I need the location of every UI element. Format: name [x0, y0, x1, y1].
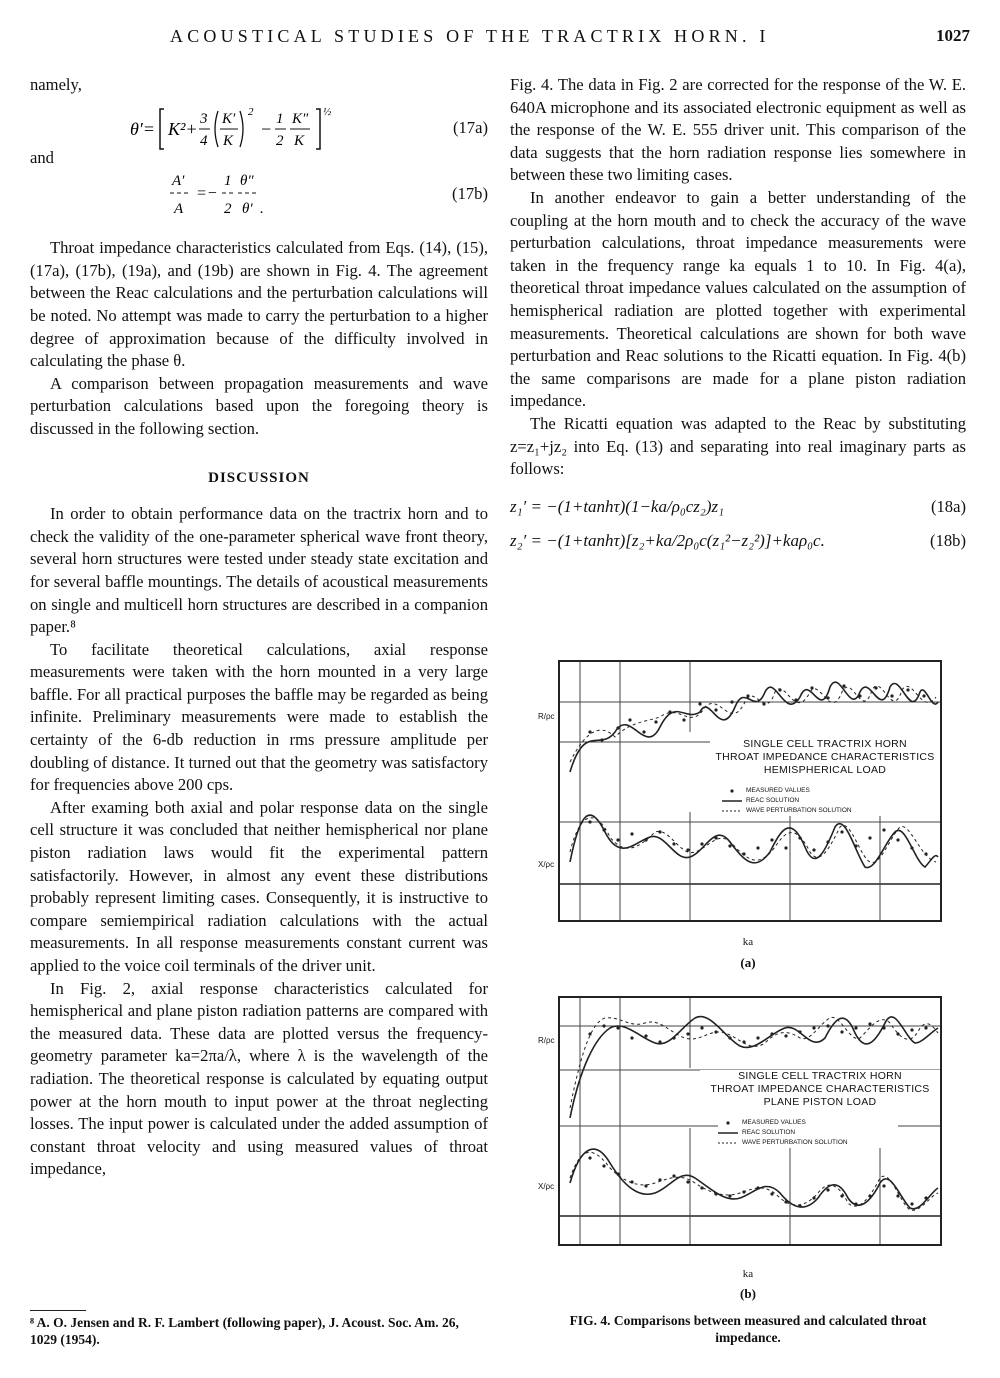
paragraph: The Ricatti equation was adapted to the Reac by substituting z=z₁+jz₂ into Eq. (13) and separating into real imaginary parts as follows: — [510, 413, 966, 479]
figure-4b — [538, 996, 948, 1306]
figure-caption: FIG. 4. Comparisons between measured and calculated throat impedance. — [569, 1313, 927, 1345]
legend-label: REAC SOLUTION — [742, 1129, 796, 1136]
figure-4b-title-line: SINGLE CELL TRACTRIX HORN — [738, 1070, 902, 1082]
equation-17a-body — [130, 97, 370, 165]
svg-text:3: 3 — [200, 110, 208, 127]
paragraph: To facilitate theoretical calculations, axial response measurements were taken with the horn mounted in a very large baffle. For all practical purposes the baffle may be regarded as being infinite. Preliminary measurements were made to establish the certainty of the 6-db reduction in rms pressure amplitude per doubling of distance. It turned out that the geometry was satisfactory for frequencies above 200 cps. — [30, 639, 488, 795]
figure-4b-xlabel: ka — [742, 1268, 754, 1280]
equation-17b — [30, 163, 488, 225]
svg-text:K: K — [223, 132, 234, 149]
figure-4a-xlabel: ka — [742, 936, 754, 948]
figure-4a-title-line: HEMISPHERICAL LOAD — [763, 764, 887, 776]
equation-18a-label: (18a) — [930, 496, 966, 516]
equation-17a — [30, 97, 488, 163]
svg-text:2: 2 — [224, 201, 232, 218]
equation-18b-label: (18b) — [930, 530, 966, 550]
figure-4b-title-line: THROAT IMPEDANCE CHARACTERISTICS — [710, 1083, 930, 1095]
legend-dashed-line-icon — [722, 807, 742, 815]
figure-4b-title — [700, 1070, 940, 1109]
legend-label: REAC SOLUTION — [746, 797, 800, 804]
svg-text:2: 2 — [276, 132, 284, 149]
legend-item — [722, 786, 892, 796]
svg-text:K″: K″ — [292, 110, 309, 127]
left-column — [30, 74, 488, 1181]
legend-dashed-line-icon — [718, 1139, 738, 1147]
equation-17a-graphic — [130, 97, 370, 159]
figure-4a-ylabel-top: R/ρc — [538, 712, 555, 721]
page-number: 1027 — [936, 26, 970, 45]
equation-17a-label: (17a) — [452, 117, 488, 137]
equation-17b-body — [170, 163, 300, 229]
svg-text:2: 2 — [248, 105, 254, 118]
legend-solid-line-icon — [722, 797, 742, 805]
legend-label: WAVE PERTURBATION SOLUTION — [746, 807, 852, 814]
footnote-rule — [30, 1310, 86, 1311]
legend-dot-icon — [718, 1119, 738, 1127]
figure-4b-legend — [718, 1118, 898, 1148]
svg-text:θ″: θ″ — [240, 173, 254, 190]
and-text: and — [30, 147, 54, 167]
figure-4a — [538, 660, 948, 990]
svg-text:K′: K′ — [222, 110, 236, 127]
legend-item — [718, 1128, 898, 1138]
svg-text:=−: =− — [196, 185, 218, 203]
running-header — [30, 26, 970, 52]
equation-18a — [510, 493, 966, 523]
figure-4b-title-line: PLANE PISTON LOAD — [763, 1096, 877, 1108]
figure-4a-panel-label: (a) — [740, 955, 756, 970]
legend-label: MEASURED VALUES — [742, 1119, 806, 1126]
paragraph: Fig. 4. The data in Fig. 2 are corrected for the response of the W. E. 640A microphone and its associated electronic equipment as well as the response of the W. E. 555 driver unit. This comparison of the data suggests that the horn radiation response lies somewhere in between these two limiting cases. — [510, 75, 966, 185]
svg-text:1: 1 — [224, 173, 232, 190]
figure-4a-legend — [722, 786, 892, 816]
legend-item — [722, 806, 892, 816]
svg-text:K: K — [294, 132, 305, 149]
equation-18a-body: z₁′ = −(1+tanhτ)(1−ka/ρ₀cz₂)z₁ — [510, 496, 725, 516]
legend-label: MEASURED VALUES — [746, 787, 810, 794]
legend-item — [718, 1138, 898, 1148]
intro-text: namely, — [30, 75, 82, 94]
section-heading: DISCUSSION — [208, 469, 310, 486]
figure-4a-ylabel-bottom: X/ρc — [538, 860, 555, 869]
svg-text:A′: A′ — [172, 173, 185, 190]
svg-text:.: . — [260, 201, 264, 218]
svg-text:4: 4 — [200, 132, 208, 149]
equation-18b-body: z₂′ = −(1+tanhτ)[z₂+ka/2ρ₀c(z₁²−z₂²)]+kaρ₀c. — [510, 530, 825, 550]
figure-4a-plot — [558, 660, 942, 922]
svg-text:θ′=: θ′= — [130, 118, 155, 139]
footnote: ⁸ A. O. Jensen and R. F. Lambert (following paper), J. Acoust. Soc. Am. 26, 1029 (1954). — [30, 1315, 459, 1347]
svg-text:1: 1 — [276, 110, 284, 127]
legend-dot-icon — [722, 787, 742, 795]
legend-label: WAVE PERTURBATION SOLUTION — [742, 1139, 848, 1146]
figure-4a-title-line: THROAT IMPEDANCE CHARACTERISTICS — [715, 751, 935, 763]
running-title: ACOUSTICAL STUDIES OF THE TRACTRIX HORN. I — [170, 26, 770, 46]
figure-4b-panel-label: (b) — [740, 1286, 756, 1301]
svg-text:θ′: θ′ — [242, 201, 253, 218]
figure-4a-title — [710, 738, 940, 777]
paragraph: After examing both axial and polar response data on the single cell structure it was concluded that neither hemispherical nor plane piston radiation laws would fit the experimental pattern satisfactorily. However, in almost any event these distributions probably represent limiting cases. Consequently, it is instructive to compare semiempirical radiation calculations with the actual measurements. In all response measurements constant current was applied to the voice coil terminals of the driver unit. — [30, 797, 488, 975]
equation-18b — [510, 527, 966, 557]
equation-17b-label: (17b) — [452, 184, 488, 204]
svg-text:A: A — [174, 201, 184, 218]
legend-item — [722, 796, 892, 806]
figure-4a-title-line: SINGLE CELL TRACTRIX HORN — [743, 738, 907, 750]
equation-17b-graphic — [170, 163, 300, 223]
legend-item — [718, 1118, 898, 1128]
figure-4b-ylabel-bottom: X/ρc — [538, 1182, 555, 1191]
figure-4b-plot — [558, 996, 942, 1246]
right-column — [510, 74, 966, 561]
svg-text:−: − — [260, 118, 273, 139]
paragraph: In Fig. 2, axial response characteristics calculated for hemispherical and plane piston radiation patterns are compared with the measured data. These data are plotted versus the frequency-geometry parameter ka=2πa/λ, where λ is the wavelength of the radiation. The theoretical response is calculated by equating output power at the horn mouth to input power at the throat neglecting losses. The input power is calculated under the added assumption of constant throat velocity and using measured values of throat impedance, — [30, 978, 488, 1179]
paragraph: Throat impedance characteristics calculated from Eqs. (14), (15), (17a), (17b), (19a), and (19b) are shown in Fig. 4. The agreement between the Reac calculations and the perturbation calculations will be noted. No attempt was made to carry the perturbation to a higher degree of approximation because of the difficulty involved in calculating the phase θ. — [30, 238, 488, 371]
paragraph: In order to obtain performance data on the tractrix horn and to check the validity of the one-parameter spherical wave front theory, several horn structures were tested under steady state excitation and for several baffle mountings. The details of acoustical measurements on single and multicell horn structures are described in a companion paper.⁸ — [30, 504, 488, 637]
svg-text:K²+: K²+ — [168, 118, 198, 139]
paragraph: A comparison between propagation measurements and wave perturbation calculations based upon the foregoing theory is discussed in the following section. — [30, 373, 488, 438]
legend-solid-line-icon — [718, 1129, 738, 1137]
figure-4b-ylabel-top: R/ρc — [538, 1036, 555, 1045]
paragraph: In another endeavor to gain a better understanding of the coupling at the horn mouth and to check the accuracy of the wave perturbation calculations, throat impedance measurements were taken in the frequency range ka equals 1 to 10. In Fig. 4(a), theoretical throat impedance values calculated on the assumption of hemispherical radiation are plotted together with experimental measurements. Theoretical calculations are shown for both wave perturbation and Reac solutions to the Ricatti equation. In Fig. 4(b) the same comparisons are made for a plane piston radiation impedance. — [510, 187, 966, 411]
svg-text:½: ½ — [323, 105, 332, 118]
